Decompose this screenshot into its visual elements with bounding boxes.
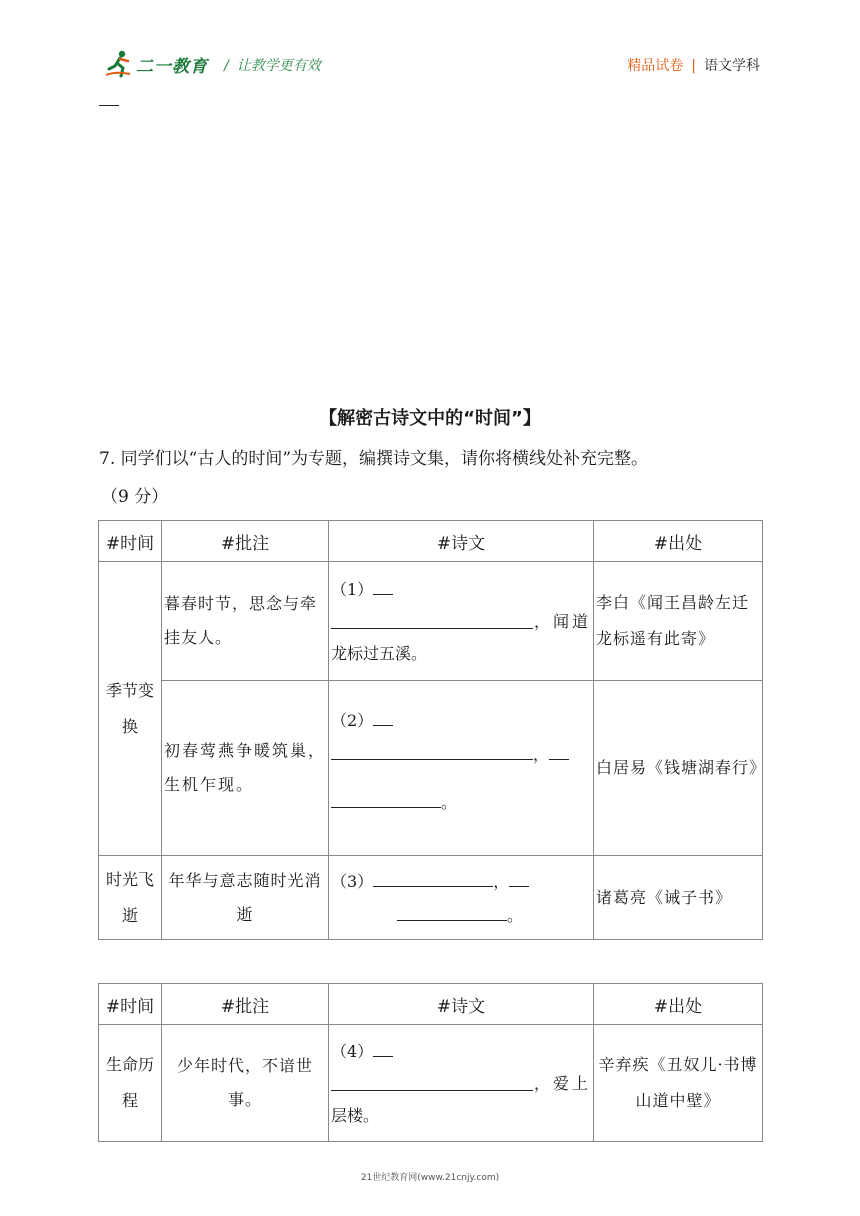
answer-blank-2d[interactable] (331, 785, 441, 808)
source-cell: 辛弃疾《丑奴儿·书博山道中壁》 (594, 1025, 763, 1142)
header-source: #出处 (594, 521, 763, 562)
note-cell: 年华与意志随时光消逝 (162, 856, 329, 940)
poem-period: 。 (507, 905, 524, 925)
poem-cell (329, 562, 594, 681)
poem-cell (329, 1025, 594, 1142)
header-poem: #诗文 (329, 984, 594, 1025)
header-time: #时间 (99, 521, 162, 562)
source-cell: 诸葛亮《诫子书》 (594, 856, 763, 940)
slogan-text: 让教学更有效 (236, 58, 321, 74)
question-text: 7. 同学们以“古人的时间”为专题，编撰诗文集，请你将横线处补充完整。 (99, 449, 649, 469)
slogan: / 让教学更有效 (224, 58, 321, 74)
poem-comma: ， (533, 745, 550, 764)
poem-cell (329, 681, 594, 856)
poem-comma: ， (493, 871, 510, 891)
source-cell: 李白《闻王昌龄左迁龙标遥有此寄》 (594, 562, 763, 681)
poem-text: ，爱上 (533, 1074, 591, 1093)
time-cell: 生命历程 (99, 1025, 162, 1142)
logo (104, 48, 208, 80)
poem-text: ，闻道 (533, 612, 591, 631)
poem-number: （1） (331, 580, 374, 599)
subject-tag: 语文学科 (704, 58, 760, 74)
header-source: #出处 (594, 984, 763, 1025)
answer-blank-3b[interactable] (509, 864, 529, 887)
logo-text: 二一教育 (136, 56, 208, 77)
section-title: 【解密古诗文中的“时间”】 (319, 408, 541, 429)
poem-text: 龙标过五溪。 (331, 644, 428, 663)
answer-blank-1a[interactable] (373, 572, 393, 595)
poem-cell (329, 856, 594, 940)
poem-text: 层楼。 (331, 1106, 380, 1125)
answer-blank-4a[interactable] (373, 1034, 393, 1057)
poem-number: （3） (331, 871, 374, 891)
answer-blank-2c[interactable] (549, 737, 569, 760)
poem-table-1 (98, 520, 767, 940)
time-cell: 时光飞逝 (99, 856, 162, 940)
runner-logo-icon (104, 49, 134, 79)
footer: 21世纪教育网(www.21cnjy.com) (360, 1173, 500, 1183)
answer-blank-2b[interactable] (331, 737, 533, 760)
question-score: （9 分） (101, 487, 169, 507)
header-time: #时间 (99, 984, 162, 1025)
note-cell: 暮春时节，思念与牵挂友人。 (162, 562, 329, 681)
answer-blank-3a[interactable] (373, 864, 493, 887)
note-cell: 初春莺燕争暖筑巢，生机乍现。 (162, 681, 329, 856)
poem-period: 。 (441, 793, 458, 812)
header-poem: #诗文 (329, 521, 594, 562)
answer-blank-4b[interactable] (331, 1068, 533, 1091)
poem-number: （4） (331, 1042, 374, 1061)
header-note: #批注 (162, 521, 329, 562)
table-row (99, 562, 763, 681)
note-cell: 少年时代，不谙世事。 (162, 1025, 329, 1142)
answer-blank-1b[interactable] (331, 606, 533, 629)
page-header (104, 46, 760, 82)
header-tags: 精品试卷 | 语文学科 (627, 58, 760, 74)
table-row (99, 856, 763, 940)
table-header-row (99, 521, 763, 562)
poem-number: （2） (331, 711, 374, 730)
time-cell: 季节变换 (99, 562, 162, 856)
table-row (99, 681, 763, 856)
poem-table-2 (98, 983, 763, 1142)
answer-blank-top[interactable] (99, 105, 119, 106)
answer-blank-2a[interactable] (373, 703, 393, 726)
quality-tag: 精品试卷 (627, 58, 684, 74)
answer-blank-3c[interactable] (397, 898, 507, 921)
source-cell: 白居易《钱塘湖春行》 (594, 681, 763, 856)
table-header-row (99, 984, 763, 1025)
table-row (99, 1025, 763, 1142)
question-7 (99, 440, 769, 516)
header-note: #批注 (162, 984, 329, 1025)
